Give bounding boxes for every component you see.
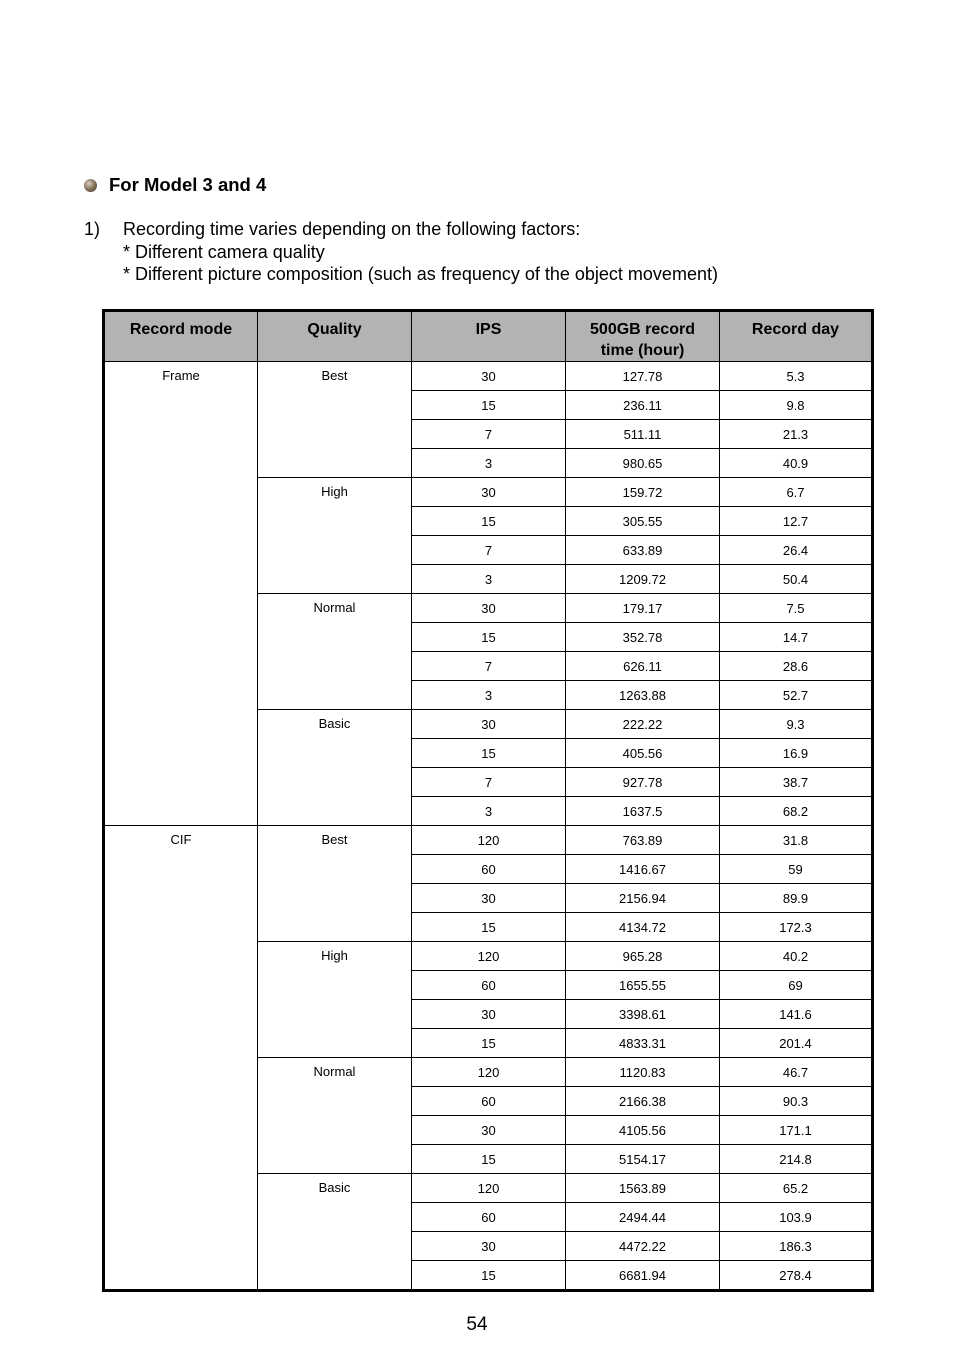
record-time-cell: 927.78	[566, 768, 720, 797]
ips-cell: 15	[412, 507, 566, 536]
ips-cell: 60	[412, 1203, 566, 1232]
record-mode-cell: Frame	[104, 362, 258, 826]
record-mode-cell: CIF	[104, 826, 258, 1291]
record-day-cell: 21.3	[720, 420, 873, 449]
record-day-cell: 46.7	[720, 1058, 873, 1087]
ips-cell: 15	[412, 1029, 566, 1058]
record-time-cell: 352.78	[566, 623, 720, 652]
quality-cell: High	[258, 478, 412, 594]
ips-cell: 15	[412, 913, 566, 942]
record-day-cell: 9.3	[720, 710, 873, 739]
ips-cell: 120	[412, 1058, 566, 1087]
ips-cell: 7	[412, 768, 566, 797]
quality-cell: Normal	[258, 1058, 412, 1174]
record-day-cell: 40.9	[720, 449, 873, 478]
item-line: Recording time varies depending on the following factors:	[123, 219, 581, 239]
record-time-cell: 2494.44	[566, 1203, 720, 1232]
record-time-cell: 965.28	[566, 942, 720, 971]
section-heading-text: For Model 3 and 4	[109, 174, 267, 195]
ips-cell: 120	[412, 942, 566, 971]
quality-cell: Normal	[258, 594, 412, 710]
record-time-cell: 4472.22	[566, 1232, 720, 1261]
record-time-cell: 159.72	[566, 478, 720, 507]
item-line: * Different picture composition (such as frequency of the object movement)	[123, 264, 718, 284]
ips-cell: 60	[412, 971, 566, 1000]
table-body	[104, 362, 873, 1291]
record-time-cell: 305.55	[566, 507, 720, 536]
record-time-cell: 1120.83	[566, 1058, 720, 1087]
quality-cell: Best	[258, 362, 412, 478]
ips-cell: 30	[412, 594, 566, 623]
ips-cell: 15	[412, 739, 566, 768]
ips-cell: 15	[412, 1261, 566, 1291]
record-time-cell: 763.89	[566, 826, 720, 855]
ips-cell: 30	[412, 1232, 566, 1261]
record-day-cell: 141.6	[720, 1000, 873, 1029]
record-day-cell: 38.7	[720, 768, 873, 797]
record-time-cell: 179.17	[566, 594, 720, 623]
item-lines	[123, 218, 718, 286]
ips-cell: 15	[412, 623, 566, 652]
record-day-cell: 52.7	[720, 681, 873, 710]
record-day-cell: 186.3	[720, 1232, 873, 1261]
header-record-mode: Record mode	[104, 311, 258, 362]
ips-cell: 3	[412, 681, 566, 710]
record-day-cell: 26.4	[720, 536, 873, 565]
table-row	[104, 826, 873, 855]
record-day-cell: 89.9	[720, 884, 873, 913]
record-time-cell: 1637.5	[566, 797, 720, 826]
record-day-cell: 9.8	[720, 391, 873, 420]
record-time-cell: 1209.72	[566, 565, 720, 594]
ips-cell: 30	[412, 1116, 566, 1145]
record-day-cell: 6.7	[720, 478, 873, 507]
header-record-day: Record day	[720, 311, 873, 362]
record-time-cell: 3398.61	[566, 1000, 720, 1029]
record-day-cell: 31.8	[720, 826, 873, 855]
record-time-cell: 4134.72	[566, 913, 720, 942]
record-day-cell: 40.2	[720, 942, 873, 971]
record-time-cell: 1655.55	[566, 971, 720, 1000]
ips-cell: 120	[412, 826, 566, 855]
ips-cell: 3	[412, 565, 566, 594]
record-day-cell: 14.7	[720, 623, 873, 652]
table-header-row	[104, 311, 873, 362]
ips-cell: 7	[412, 536, 566, 565]
ips-cell: 30	[412, 710, 566, 739]
record-time-cell: 222.22	[566, 710, 720, 739]
record-time-cell: 1263.88	[566, 681, 720, 710]
ips-cell: 30	[412, 884, 566, 913]
ips-cell: 30	[412, 362, 566, 391]
record-time-cell: 633.89	[566, 536, 720, 565]
header-record-time: 500GB record time (hour)	[566, 311, 720, 362]
ips-cell: 30	[412, 478, 566, 507]
record-time-cell: 511.11	[566, 420, 720, 449]
ips-cell: 15	[412, 1145, 566, 1174]
bullet-icon	[84, 179, 97, 192]
record-time-cell: 626.11	[566, 652, 720, 681]
ips-cell: 60	[412, 855, 566, 884]
record-day-cell: 69	[720, 971, 873, 1000]
record-day-cell: 90.3	[720, 1087, 873, 1116]
page-number: 54	[466, 1314, 488, 1335]
record-day-cell: 7.5	[720, 594, 873, 623]
table-row	[104, 362, 873, 391]
record-day-cell: 16.9	[720, 739, 873, 768]
ips-cell: 30	[412, 1000, 566, 1029]
recording-time-table	[102, 309, 874, 1292]
section-heading	[84, 174, 266, 196]
record-day-cell: 214.8	[720, 1145, 873, 1174]
record-time-cell: 405.56	[566, 739, 720, 768]
item-line: * Different camera quality	[123, 241, 325, 262]
record-time-cell: 236.11	[566, 391, 720, 420]
header-ips: IPS	[412, 311, 566, 362]
quality-cell: Best	[258, 826, 412, 942]
quality-cell: High	[258, 942, 412, 1058]
record-time-cell: 127.78	[566, 362, 720, 391]
record-time-cell: 5154.17	[566, 1145, 720, 1174]
header-quality: Quality	[258, 311, 412, 362]
record-day-cell: 172.3	[720, 913, 873, 942]
record-day-cell: 5.3	[720, 362, 873, 391]
record-time-cell: 980.65	[566, 449, 720, 478]
record-day-cell: 68.2	[720, 797, 873, 826]
record-day-cell: 171.1	[720, 1116, 873, 1145]
record-time-cell: 2166.38	[566, 1087, 720, 1116]
record-day-cell: 59	[720, 855, 873, 884]
record-time-cell: 1563.89	[566, 1174, 720, 1203]
ips-cell: 3	[412, 449, 566, 478]
ips-cell: 7	[412, 652, 566, 681]
record-day-cell: 65.2	[720, 1174, 873, 1203]
quality-cell: Basic	[258, 710, 412, 826]
record-day-cell: 50.4	[720, 565, 873, 594]
record-day-cell: 28.6	[720, 652, 873, 681]
record-day-cell: 278.4	[720, 1261, 873, 1291]
record-time-cell: 4833.31	[566, 1029, 720, 1058]
ips-cell: 3	[412, 797, 566, 826]
quality-cell: Basic	[258, 1174, 412, 1291]
record-time-cell: 1416.67	[566, 855, 720, 884]
ips-cell: 120	[412, 1174, 566, 1203]
record-day-cell: 201.4	[720, 1029, 873, 1058]
record-day-cell: 12.7	[720, 507, 873, 536]
ips-cell: 7	[412, 420, 566, 449]
ips-cell: 60	[412, 1087, 566, 1116]
record-time-cell: 6681.94	[566, 1261, 720, 1291]
record-day-cell: 103.9	[720, 1203, 873, 1232]
item-number: 1)	[84, 219, 101, 239]
record-time-cell: 2156.94	[566, 884, 720, 913]
record-time-cell: 4105.56	[566, 1116, 720, 1145]
ips-cell: 15	[412, 391, 566, 420]
